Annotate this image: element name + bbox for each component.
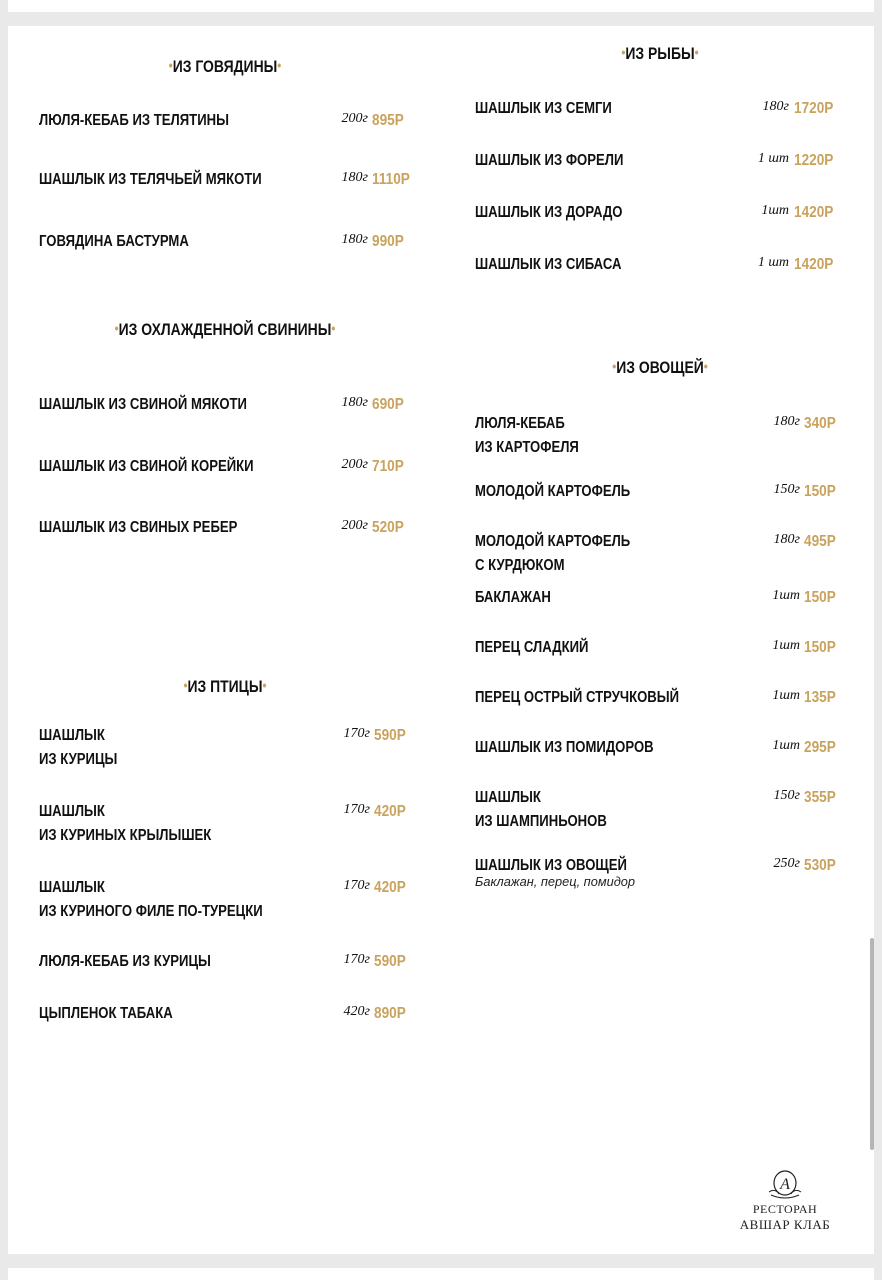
menu-item-name (39, 168, 262, 192)
next-page-edge (8, 1268, 874, 1280)
menu-item-name-line: ШАШЛЫК ИЗ СВИНОЙ МЯКОТИ (39, 396, 247, 413)
menu-item-weight: 150г (773, 482, 800, 497)
title-dot-icon: • (694, 44, 699, 60)
menu-item-name-line: ИЗ КУРИНЫХ КРЫЛЫШЕК (39, 827, 212, 844)
menu-item-weight: 1 шт (757, 255, 789, 270)
menu-item-price: 1420Р (794, 204, 834, 221)
logo-monogram-icon (765, 1168, 805, 1202)
menu-item-name-line: ЛЮЛЯ-КЕБАБ ИЗ КУРИЦЫ (39, 953, 211, 970)
menu-item-name-line: БАКЛАЖАН (475, 589, 551, 606)
menu-item-price: 690Р (372, 396, 404, 413)
menu-item-name (39, 1002, 173, 1026)
menu-item-weight: 250г (773, 856, 800, 871)
title-dot-icon: • (262, 677, 267, 693)
menu-item-name (39, 109, 229, 133)
section-title-text: ИЗ ГОВЯДИНЫ (172, 57, 278, 76)
title-dot-icon: • (703, 358, 708, 374)
section-title-text: ИЗ ОХЛАЖДЕННОЙ СВИНИНЫ (118, 320, 332, 339)
menu-item-name (39, 455, 254, 479)
menu-item-name (39, 950, 211, 974)
menu-item-name-line: ИЗ КУРИЦЫ (39, 751, 118, 768)
menu-item-name-line: ШАШЛЫК (39, 803, 105, 820)
menu-item-price: 135Р (804, 689, 836, 706)
menu-item-price: 340Р (804, 415, 836, 432)
scrollbar[interactable] (870, 938, 874, 1150)
section-title-text: ИЗ ОВОЩЕЙ (616, 358, 704, 377)
menu-item-name-line: ИЗ КАРТОФЕЛЯ (475, 439, 579, 456)
menu-item-price: 895Р (372, 112, 404, 129)
menu-item-name-line: ЛЮЛЯ-КЕБАБ ИЗ ТЕЛЯТИНЫ (39, 112, 229, 129)
section-title-beef (102, 57, 348, 77)
menu-item-name (39, 393, 247, 417)
menu-item-price: 150Р (804, 589, 836, 606)
menu-item-name (475, 854, 636, 890)
menu-item-price: 295Р (804, 739, 836, 756)
title-dot-icon: • (277, 57, 282, 73)
menu-item-price: 990Р (372, 233, 404, 250)
menu-item-name (475, 149, 623, 173)
menu-item-price: 1720Р (794, 100, 834, 117)
menu-item-weight: 200г (341, 111, 368, 126)
section-title-pork (102, 320, 348, 340)
menu-item-price: 590Р (374, 953, 406, 970)
menu-item-name (475, 97, 612, 121)
menu-item-price: 355Р (804, 789, 836, 806)
menu-item-price: 150Р (804, 483, 836, 500)
menu-item-weight: 180г (762, 99, 789, 114)
menu-item-weight: 180г (341, 232, 368, 247)
restaurant-logo (730, 1168, 840, 1238)
menu-item-name (39, 800, 211, 848)
menu-item-name-line: ПЕРЕЦ ОСТРЫЙ СТРУЧКОВЫЙ (475, 689, 680, 706)
menu-item-name (39, 516, 237, 540)
menu-item-price: 530Р (804, 857, 836, 874)
menu-item-name-line: ШАШЛЫК ИЗ СВИНЫХ РЕБЕР (39, 519, 238, 536)
section-title-poultry (102, 677, 348, 697)
menu-item-price: 420Р (374, 879, 406, 896)
menu-item-name-line: ШАШЛЫК ИЗ ФОРЕЛИ (475, 152, 624, 169)
menu-item-name-line: ИЗ КУРИНОГО ФИЛЕ ПО-ТУРЕЦКИ (39, 903, 263, 920)
menu-item-weight: 1шт (772, 588, 800, 603)
menu-item-name-line: ШАШЛЫК (39, 727, 105, 744)
menu-item-weight: 200г (341, 457, 368, 472)
section-title-vegetables (537, 358, 783, 378)
logo-line2: АВШАР КЛАБ (739, 1217, 831, 1232)
menu-item-name (475, 412, 579, 460)
menu-item-weight: 150г (773, 788, 800, 803)
menu-item-weight: 170г (343, 726, 370, 741)
menu-item-name (475, 686, 679, 710)
menu-item-name (39, 230, 189, 254)
logo-monogram-letter: A (780, 1176, 790, 1193)
menu-item-name-line: ШАШЛЫК ИЗ ТЕЛЯЧЬЕЙ МЯКОТИ (39, 171, 262, 188)
menu-item-name (475, 736, 654, 760)
section-title-text: ИЗ РЫБЫ (625, 44, 695, 63)
menu-item-weight: 180г (341, 170, 368, 185)
menu-item-name-line: ШАШЛЫК ИЗ ПОМИДОРОВ (475, 739, 654, 756)
menu-item-name (475, 253, 621, 277)
menu-item-weight: 170г (343, 802, 370, 817)
menu-item-name-line: С КУРДЮКОМ (475, 557, 565, 574)
menu-item-price: 495Р (804, 533, 836, 550)
menu-item-weight: 1шт (772, 738, 800, 753)
menu-item-price: 890Р (374, 1005, 406, 1022)
title-dot-icon: • (621, 44, 626, 60)
menu-item-name-line: ШАШЛЫК ИЗ СЕМГИ (475, 100, 612, 117)
menu-item-name-line: МОЛОДОЙ КАРТОФЕЛЬ (475, 533, 631, 550)
menu-item-price: 1220Р (794, 152, 834, 169)
menu-item-name-line: ЦЫПЛЕНОК ТАБАКА (39, 1005, 173, 1022)
menu-item-name (475, 786, 607, 834)
menu-item-name (475, 636, 588, 660)
menu-item-name (475, 480, 630, 504)
menu-item-name-line: ШАШЛЫК (39, 879, 105, 896)
menu-item-weight: 1шт (761, 203, 789, 218)
menu-item-weight: 180г (773, 414, 800, 429)
menu-item-name (475, 530, 630, 578)
menu-item-price: 150Р (804, 639, 836, 656)
menu-item-weight: 170г (343, 878, 370, 893)
menu-page (8, 26, 874, 1254)
menu-item-name (475, 201, 623, 225)
menu-item-weight: 200г (341, 518, 368, 533)
menu-item-weight: 180г (773, 532, 800, 547)
menu-item-price: 520Р (372, 519, 404, 536)
title-dot-icon: • (183, 677, 188, 693)
menu-item-name-line: ГОВЯДИНА БАСТУРМА (39, 233, 189, 250)
title-dot-icon: • (331, 320, 336, 336)
menu-item-name-line: ИЗ ШАМПИНЬОНОВ (475, 813, 607, 830)
menu-item-name-line: ШАШЛЫК (475, 789, 541, 806)
menu-item-price: 420Р (374, 803, 406, 820)
section-title-fish (537, 44, 783, 64)
menu-item-name-line: ШАШЛЫК ИЗ ДОРАДО (475, 204, 623, 221)
menu-item-price: 710Р (372, 458, 404, 475)
logo-line1: РЕСТОРАН (752, 1202, 818, 1216)
menu-item-weight: 420г (343, 1004, 370, 1019)
menu-item-price: 1110Р (372, 171, 410, 188)
title-dot-icon: • (612, 358, 617, 374)
menu-item-name-line: ШАШЛЫК ИЗ СИБАСА (475, 256, 622, 273)
menu-item-weight: 170г (343, 952, 370, 967)
menu-item-name-line: ШАШЛЫК ИЗ СВИНОЙ КОРЕЙКИ (39, 458, 254, 475)
previous-page-edge (8, 0, 874, 12)
menu-item-weight: 180г (341, 395, 368, 410)
menu-item-name-line: ПЕРЕЦ СЛАДКИЙ (475, 639, 589, 656)
menu-item-price: 590Р (374, 727, 406, 744)
menu-item-name-line: ЛЮЛЯ-КЕБАБ (475, 415, 565, 432)
menu-item-price: 1420Р (794, 256, 834, 273)
title-dot-icon: • (114, 320, 119, 336)
menu-item-name (475, 586, 551, 610)
section-title-text: ИЗ ПТИЦЫ (187, 677, 263, 696)
menu-item-weight: 1шт (772, 638, 800, 653)
title-dot-icon: • (168, 57, 173, 73)
menu-item-weight: 1шт (772, 688, 800, 703)
menu-item-description: Баклажан, перец, помидор (475, 874, 636, 889)
menu-item-weight: 1 шт (757, 151, 789, 166)
menu-item-name-line: ШАШЛЫК ИЗ ОВОЩЕЙ (475, 857, 627, 874)
menu-item-name-line: МОЛОДОЙ КАРТОФЕЛЬ (475, 483, 631, 500)
menu-item-name (39, 876, 263, 924)
menu-item-name (39, 724, 117, 772)
